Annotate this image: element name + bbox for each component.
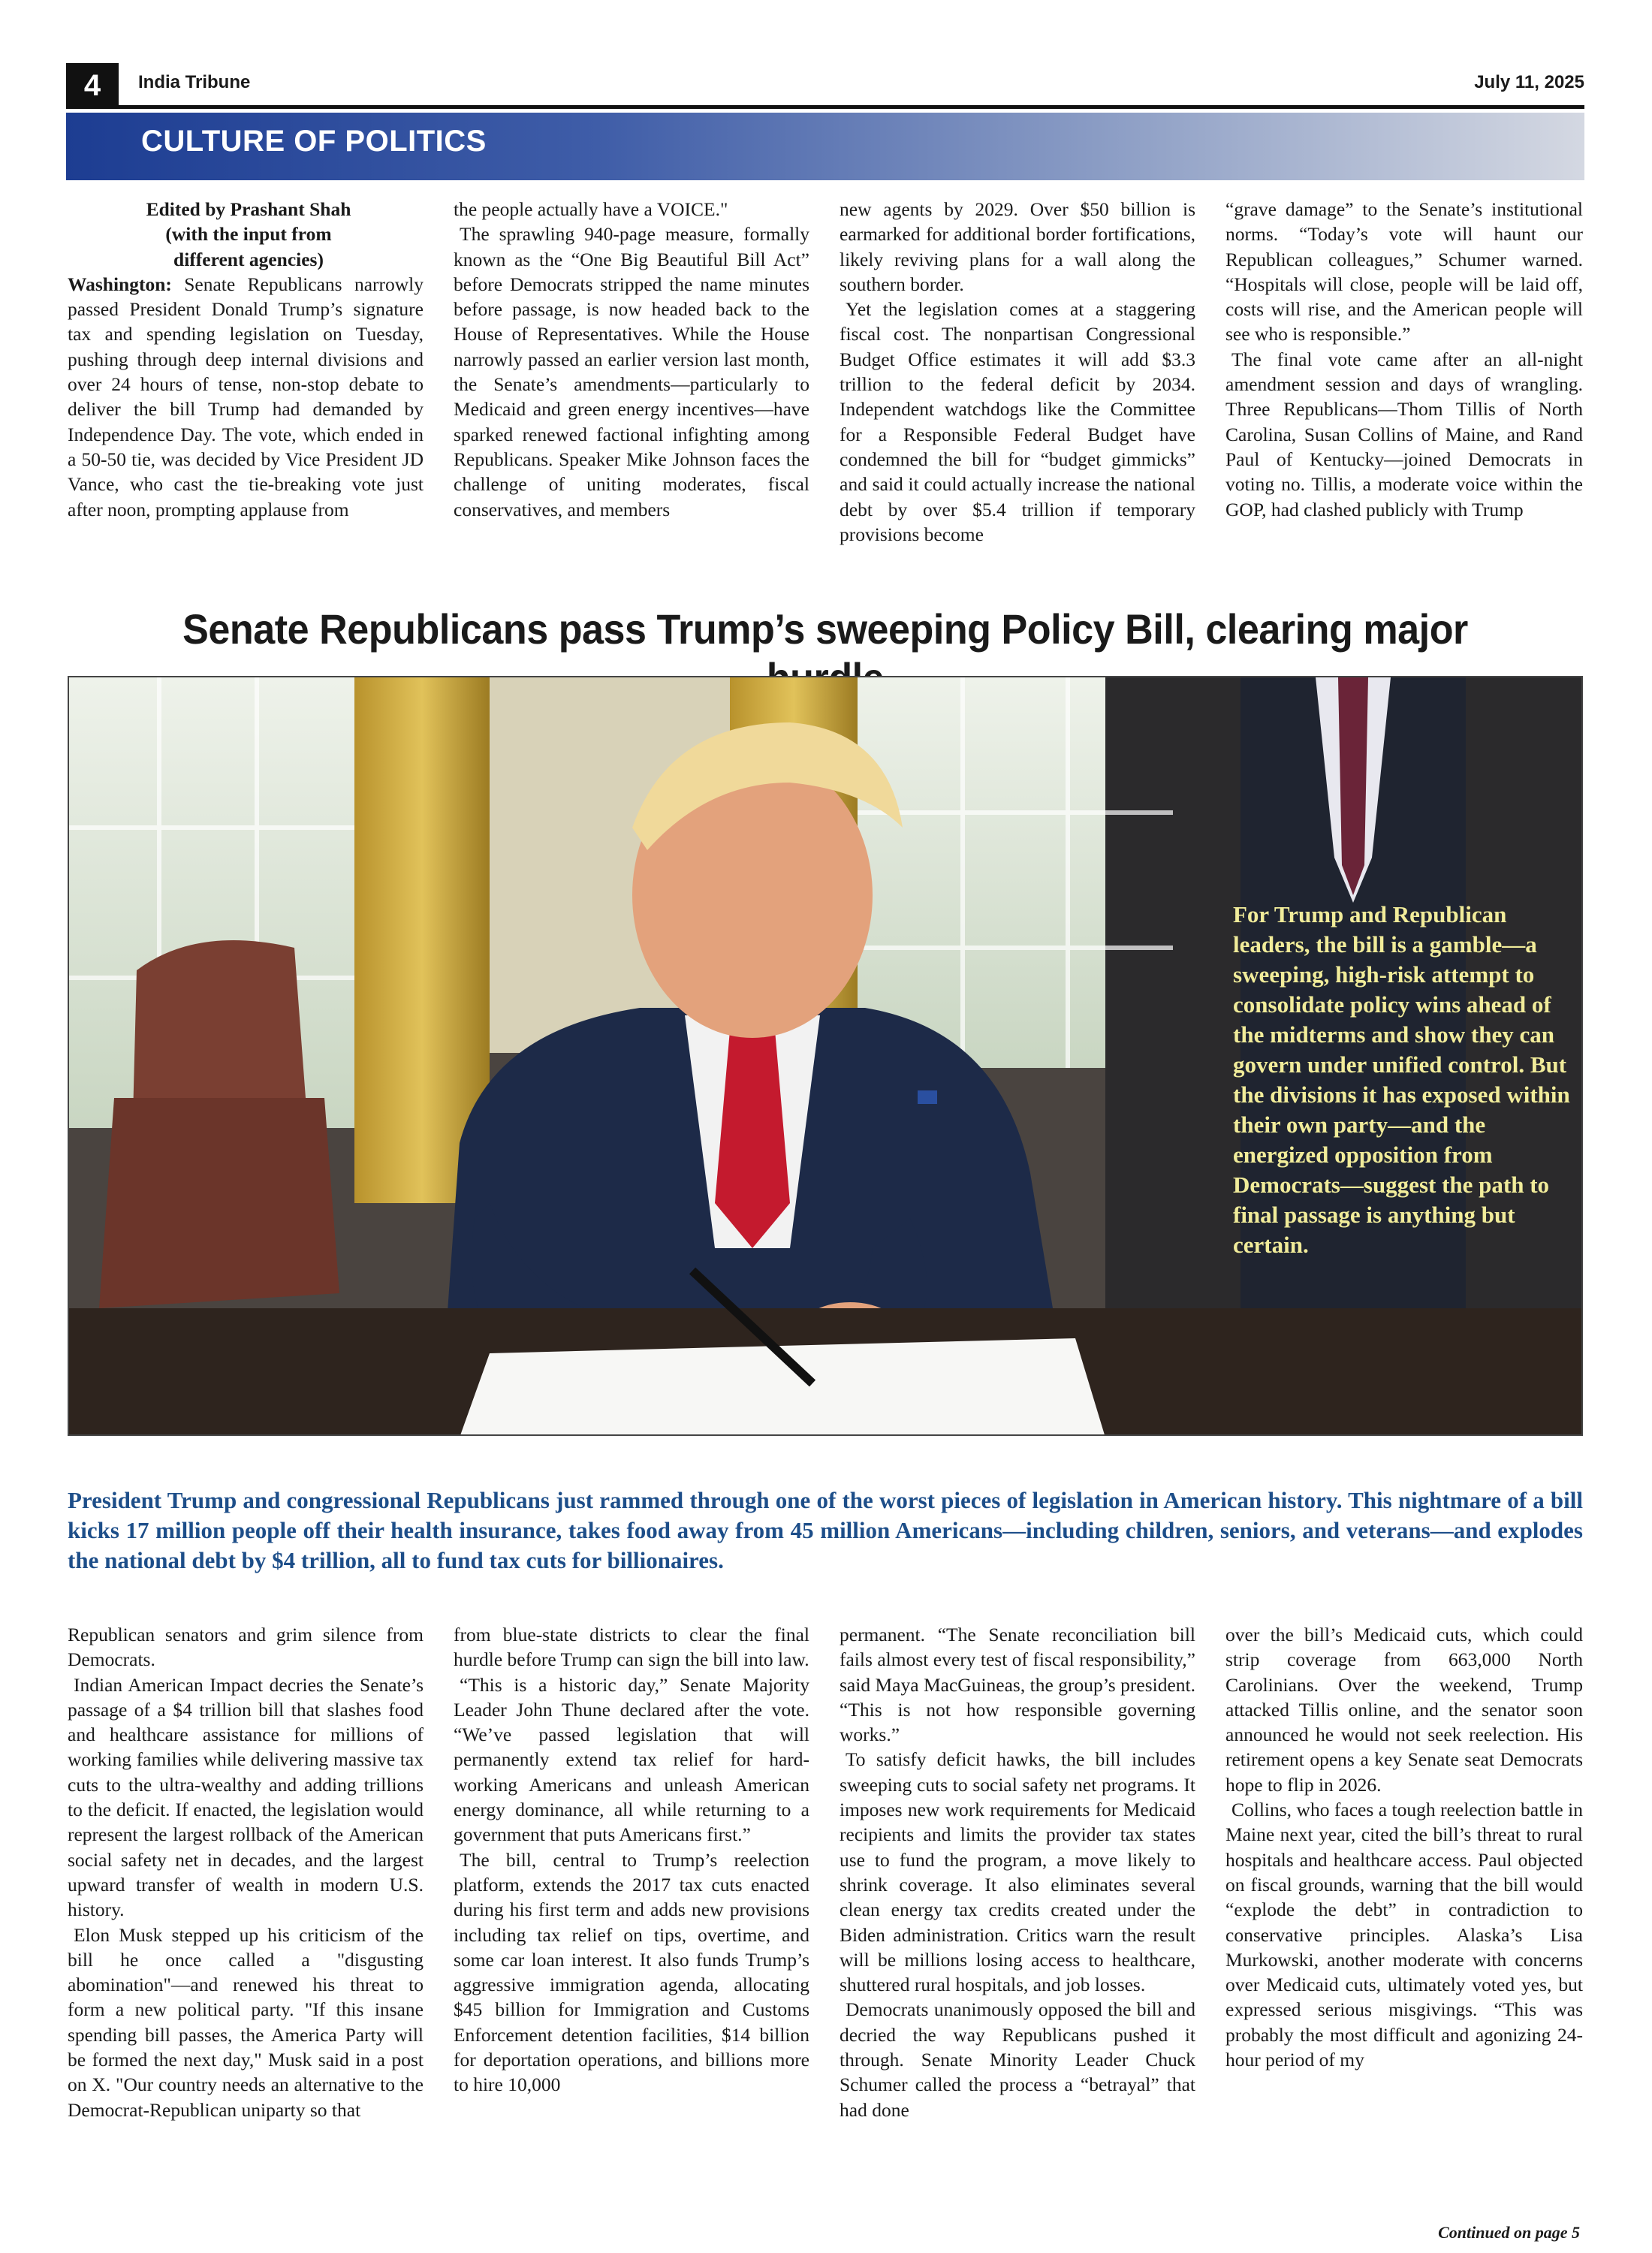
paragraph: over the bill’s Medicaid cuts, which could strip coverage from 663,000 North Carolinians. Over the weekend, Trump attacked Tillis online, and the senator soon announced he would not seek reelection. His retirement opens a key Senate seat Democrats hope to flip in 2026. (1225, 1624, 1583, 1796)
bottom-column-2 (454, 1622, 809, 2098)
masthead-rule (66, 105, 1584, 109)
paper-name: India Tribune (138, 72, 251, 92)
paragraph: Elon Musk stepped up his criticism of the bill he once called a "disgusting abomination"—and renewed his threat to form a new political party. "If this insane spending bill passes, the America Party will be formed the next day," Musk said in a post on X. "Our country needs an alternative to the Democrat-Republican uniparty so that (68, 1923, 424, 2121)
paragraph: “This is a historic day,” Senate Majority Leader John Thune declared after the vote. “We’ve passed legislation that will permanently extend tax relief for hard-working Americans and unleash American energy dominance, all while returning to a government that puts Americans first.” (454, 1673, 809, 1846)
lead-text: Senate Republicans narrowly passed President Donald Trump’s signature tax and spending legislation on Tuesday, pushing through deep internal divisions and over 24 hours of tense, non-stop debate to deliver the bill Trump had demanded by Independence Day. The vote, which ended in a 50-50 tie, was decided by Vice President JD Vance, who cast the tie-breaking vote just after noon, prompting applause from (68, 273, 424, 520)
headline: Senate Republicans pass Trump’s sweeping Policy Bill, clearing major (182, 605, 1468, 653)
paragraph: Democrats unanimously opposed the bill and decried the way Republicans pushed it through. Senate Minority Leader Chuck Schumer called the process a “betrayal” that had done (840, 1998, 1195, 2121)
paragraph: The sprawling 940-page measure, formally known as the “One Big Beautiful Bill Act” before Democrats stripped the name minutes before passage, is now headed back to the House of Representatives. While the House narrowly passed an earlier version last month, the Senate’s amendments—particularly to Medicaid and green energy incentives—have sparked renewed factional infighting among Republicans. Speaker Mike Johnson faces the challenge of uniting moderates, fiscal conservatives, and members (454, 223, 809, 520)
dateline: Washington: (68, 273, 172, 295)
paragraph: the people actually have a VOICE." (454, 198, 728, 220)
paragraph: The final vote came after an all-night amendment session and days of wrangling. Three Republicans—Thom Tillis of North Carolina, Susan Collins of Maine, and Rand Paul of Kentucky—joined Democrats in voting no. Tillis, a moderate voice within the GOP, had clashed publicly with Trump (1225, 348, 1583, 520)
top-column-2 (454, 197, 809, 522)
top-column-3 (840, 197, 1195, 547)
section-bar (66, 113, 1584, 180)
issue-date: July 11, 2025 (1474, 72, 1584, 92)
bottom-column-3 (840, 1622, 1195, 2122)
byline-line-1: Edited by Prashant Shah (146, 198, 351, 220)
paragraph: The bill, central to Trump’s reelection platform, extends the 2017 tax cuts enacted during his first term and adds new provisions including tax relief on tips, overtime, and some car loan interest. It also funds Trump’s aggressive immigration agenda, allocating $45 billion for Immigration and Customs Enforcement detention facilities, $14 billion for deportation operations, and billions more to hire 10,000 (454, 1848, 809, 2096)
bottom-column-4 (1225, 1622, 1583, 2072)
paragraph: To satisfy deficit hawks, the bill includes sweeping cuts to social safety net programs. It imposes new work requirements for Medicaid recipients and limits the provider tax states use to fund the program, a move likely to shrink coverage. It also eliminates several clean energy tax credits created under the Biden administration. Critics warn the result will be millions losing access to healthcare, shuttered rural hospitals, and job losses. (840, 1748, 1195, 1996)
top-column-1 (68, 197, 424, 522)
lead-paragraph (68, 272, 424, 522)
paragraph: Collins, who faces a tough reelection battle in Maine next year, cited the bill’s threat to rural hospitals and healthcare access. Paul objected on fiscal grounds, warning that the bill would “explode the debt” in contradiction to conservative principles. Alaska’s Lisa Murkowski, another moderate with concerns over Medicaid cuts, ultimately voted yes, but expressed serious misgivings. “This was probably the most difficult and agonizing 24-hour period of my (1225, 1799, 1583, 2071)
paragraph: “grave damage” to the Senate’s institutional norms. “Today’s vote will haunt our Republican colleagues,” Schumer warned. “Hospitals will close, people will be laid off, costs will rise, and the American people will see who is responsible.” (1225, 198, 1583, 345)
bottom-column-1 (68, 1622, 424, 2122)
paragraph: Indian American Impact decries the Senate’s passage of a $4 trillion bill that slashes food and healthcare assistance for millions of working families while delivering massive tax cuts to the ultra-wealthy and adding trillions to the deficit. If enacted, the legislation would represent the largest rollback of the American social safety net in decades, and the largest upward transfer of wealth in modern U.S. history. (68, 1673, 424, 1921)
paragraph: new agents by 2029. Over $50 billion is earmarked for additional border fortifications, likely reviving plans for a wall along the southern border. (840, 198, 1195, 295)
top-column-4 (1225, 197, 1583, 522)
byline-line-3: different agencies) (173, 248, 324, 270)
paragraph: Republican senators and grim silence from Democrats. (68, 1624, 424, 1671)
continued-note[interactable]: Continued on page 5 (1438, 2223, 1580, 2242)
pull-quote: President Trump and congressional Republicans just rammed through one of the worst pieces of legislation in American history. This nightmare of a bill kicks 17 million people off their health insurance, takes food away from 45 million Americans—including children, seniors, and veterans—and explodes the national debt by $4 trillion, all to fund tax cuts for billionaires. (68, 1487, 1583, 1573)
section-title: CULTURE OF POLITICS (141, 125, 487, 158)
paragraph: permanent. “The Senate reconciliation bill fails almost every test of fiscal responsibility,” said Maya MacGuineas, the group’s president. “This is not how responsible governing works.” (840, 1624, 1195, 1746)
byline-line-2: (with the input from (165, 223, 332, 246)
paragraph: Yet the legislation comes at a staggering fiscal cost. The nonpartisan Congressional Budget Office estimates it will add $3.3 trillion to the federal deficit by 2034. Independent watchdogs like the Committee for a Responsible Federal Budget have condemned the bill for “budget gimmicks” and said it could actually increase the national debt by over $5.4 trillion if temporary provisions become (840, 298, 1195, 545)
article-photo (68, 676, 1583, 1436)
paragraph: from blue-state districts to clear the final hurdle before Trump can sign the bill into law. (454, 1624, 809, 1671)
photo-caption: For Trump and Republican leaders, the bill is a gamble—a sweeping, high-risk attempt to consolidate policy wins ahead of the midterms and show they can govern under unified control. But the divisions it has exposed within their own party—and the energized opposition from Democrats—suggest the path to final passage is anything but certain. (1233, 901, 1570, 1258)
page-number: 4 (66, 63, 119, 108)
masthead (66, 63, 1584, 108)
